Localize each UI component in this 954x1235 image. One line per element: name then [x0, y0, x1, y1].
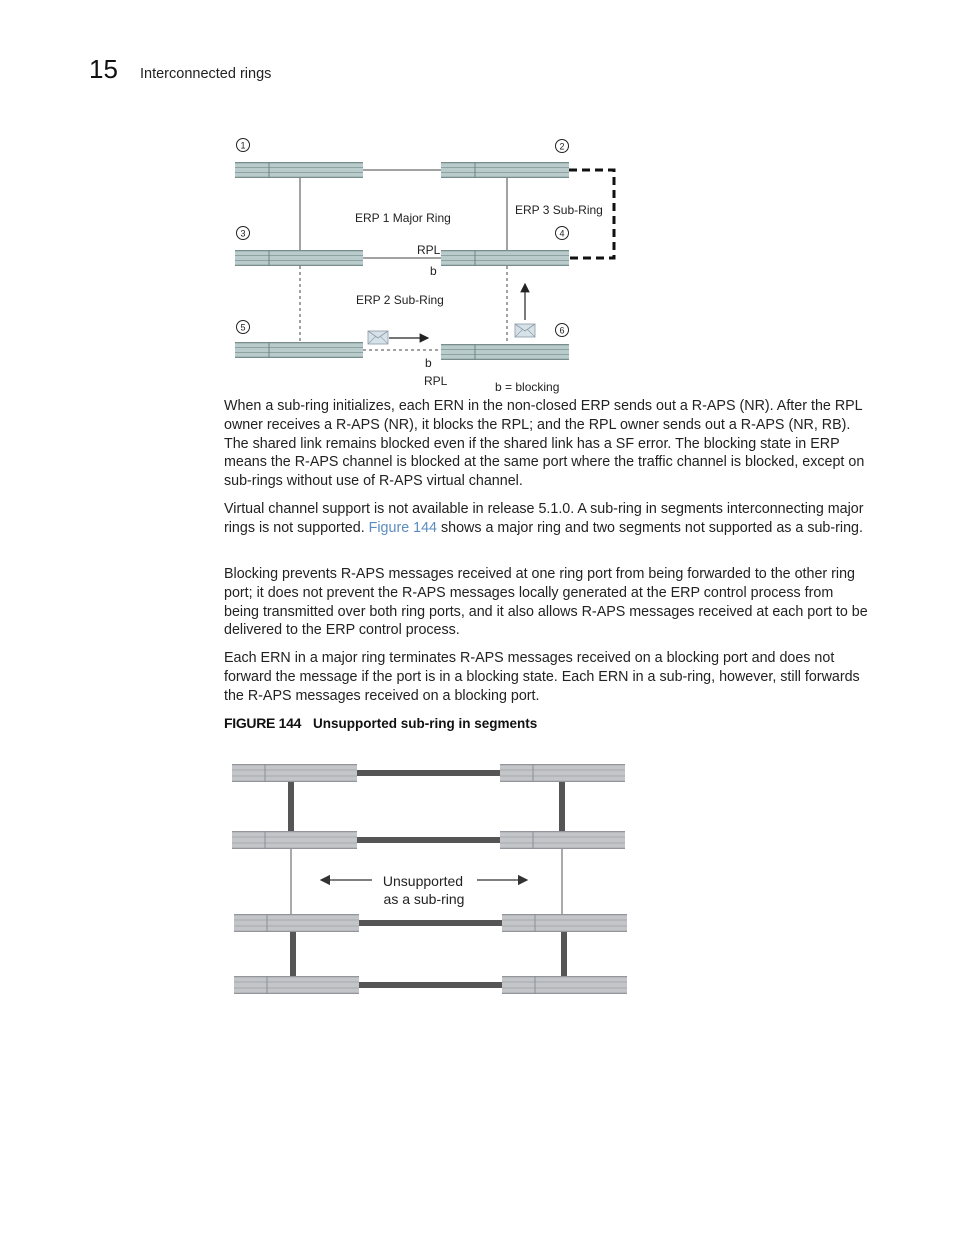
segment-switch-5	[234, 914, 359, 932]
svg-text:6: 6	[559, 325, 565, 336]
blocking-legend: b = blocking	[495, 380, 560, 394]
blocking-b-lower: b	[425, 356, 432, 370]
paragraph-text-after-link: shows a major ring and two segments not supported as a sub-ring.	[437, 519, 863, 536]
rpl-label-lower: RPL	[424, 374, 448, 388]
switch-4	[441, 250, 569, 266]
major-ring-label: ERP 1 Major Ring	[355, 211, 451, 225]
unsupported-label-line2: as a sub-ring	[383, 891, 465, 907]
switch-3	[235, 250, 363, 266]
svg-text:2: 2	[559, 141, 565, 152]
switch-6	[441, 344, 569, 360]
segment-switch-6	[502, 914, 627, 932]
switch-5	[235, 342, 363, 358]
erp-ring-diagram	[225, 132, 625, 394]
switch-2	[441, 162, 569, 178]
figure-144-link[interactable]: Figure 144	[368, 519, 437, 536]
blocking-b-upper: b	[430, 264, 437, 278]
figure-label: FIGURE 144	[224, 715, 302, 731]
subring-3-label: ERP 3 Sub-Ring	[515, 203, 603, 217]
message-envelope-icon-2	[515, 324, 535, 337]
segment-switch-2	[500, 764, 625, 782]
message-envelope-icon	[368, 331, 388, 344]
segment-switch-4	[500, 831, 625, 849]
switch-1	[235, 162, 363, 178]
figure-144-caption	[224, 715, 537, 731]
node-badge-3	[237, 227, 250, 240]
svg-text:1: 1	[240, 140, 246, 151]
chapter-title: Interconnected rings	[140, 66, 272, 82]
segment-switch-1	[232, 764, 357, 782]
rpl-label-upper: RPL	[417, 243, 441, 257]
chapter-number: 15	[89, 54, 118, 84]
svg-text:3: 3	[240, 228, 246, 239]
node-badge-1	[237, 139, 250, 152]
segment-switch-7	[234, 976, 359, 994]
paragraph-subring-init: When a sub-ring initializes, each ERN in the non-closed ERP sends out a R-APS (NR). After the RPL owner receives a R-APS (NR), it blocks the RPL; and the RPL owner sends out a R-APS (NR, RB). The shared link remains blocked even if the shared link has a SF error. The blocking state in ERP means the R-APS channel is blocked at the same port where the traffic channel is blocked, except on sub-rings without use of R-APS virtual channel.	[224, 398, 865, 490]
paragraph-ern-major-ring: Each ERN in a major ring terminates R-APS messages received on a blocking port and does not forward the message if the port is in a blocking state. Each ERN in a sub-ring, however, still forwards the R-APS messages received on a blocking port.	[224, 650, 860, 704]
node-badge-5	[237, 321, 250, 334]
figure-title: Unsupported sub-ring in segments	[313, 716, 538, 731]
paragraph-virtual-channel	[224, 500, 870, 538]
subring-2-label: ERP 2 Sub-Ring	[356, 293, 444, 307]
paragraph-blocking: Blocking prevents R-APS messages received at one ring port from being forwarded to the other ring port; it does not prevent the R-APS messages locally generated at the ERP control process from being transmitted over both ring ports, and it also allows R-APS messages received at each port to be delivered to the ERP control process.	[224, 566, 868, 639]
node-badge-4	[556, 227, 569, 240]
unsupported-label-line1: Unsupported	[382, 873, 464, 889]
svg-text:4: 4	[559, 228, 565, 239]
segment-switch-8	[502, 976, 627, 994]
node-badge-6	[556, 324, 569, 337]
paragraph-text-before-link: Virtual channel support is not available in release 5.1.0. A sub-ring in segments interconnecting major rings is not supported.	[224, 501, 864, 536]
node-badge-2	[556, 140, 569, 153]
svg-text:5: 5	[240, 322, 246, 333]
segment-switch-3	[232, 831, 357, 849]
unsupported-subring-diagram	[225, 758, 635, 1003]
